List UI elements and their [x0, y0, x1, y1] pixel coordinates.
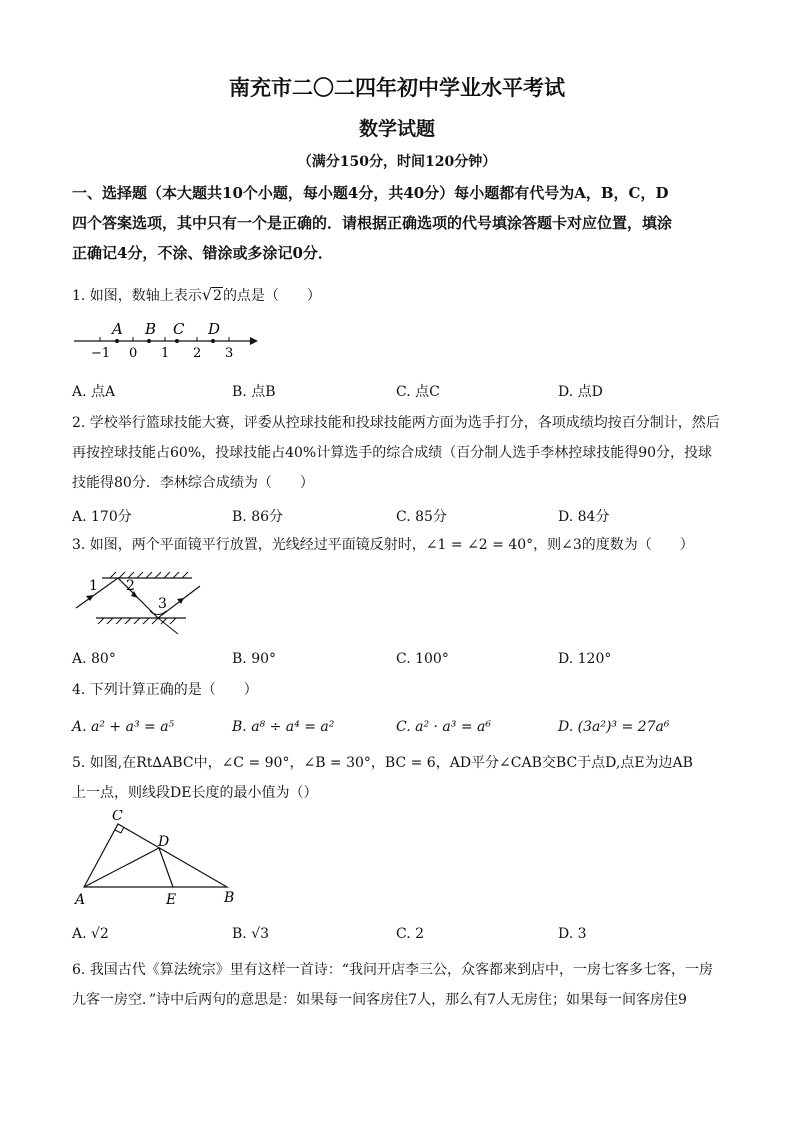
question-5-stem — [72, 748, 732, 808]
label-d: D — [208, 320, 221, 338]
option-c[interactable]: C. 100° — [396, 651, 449, 667]
option-a[interactable]: A. 80° — [72, 651, 116, 667]
point-c — [175, 339, 179, 343]
vertex-label-c: C — [112, 810, 123, 824]
extension-line — [158, 618, 178, 634]
option-b[interactable]: B. 90° — [232, 651, 277, 667]
point-a — [115, 339, 119, 343]
exam-note: （满分150分，时间120分钟） — [297, 154, 497, 170]
q1-radicand: 2 — [213, 288, 222, 304]
section-line: 四个答案选项，其中只有一个是正确的．请根据正确选项的代号填涂答题卡对应位置，填涂 — [72, 214, 673, 232]
angle-label-1: 1 — [89, 578, 98, 594]
section-line: 一、选择题（本大题共10个小题，每小题4分，共40分）每小题都有代号为A，B，C，D — [72, 184, 669, 202]
option-d[interactable]: D. 84分 — [558, 509, 610, 525]
number-line-arrow — [250, 337, 258, 345]
option-c[interactable]: C. 点C — [396, 384, 440, 400]
tick-label: −1 — [91, 346, 111, 361]
exam-subtitle: 数学试题 — [358, 118, 435, 140]
option-a[interactable]: A. a² + a³ = a⁵ — [72, 719, 175, 735]
q1-prefix: 1. 如图，数轴上表示 — [72, 288, 202, 304]
vertex-label-b: B — [224, 890, 235, 906]
question-4-options — [72, 719, 732, 745]
triangle-abc — [84, 824, 227, 887]
question-2-stem — [72, 408, 732, 498]
label-a: A — [112, 320, 123, 338]
option-d[interactable]: D. 3 — [558, 926, 587, 942]
q2-line: 技能得80分．李林综合成绩为（ ） — [72, 475, 314, 491]
q2-line: 2. 学校举行篮球技能大赛，评委从控球技能和投球技能两方面为选手打分，各项成绩均按百分制计，然后 — [72, 415, 720, 431]
section-line: 正确记4分，不涂、错涂或多涂记0分． — [72, 244, 333, 262]
tick-label: 1 — [161, 346, 170, 361]
option-b[interactable]: B. 86分 — [232, 509, 284, 525]
question-3-options — [72, 651, 732, 677]
number-line-figure — [72, 318, 272, 362]
option-b[interactable]: B. √3 — [232, 926, 270, 942]
question-4-stem — [72, 675, 732, 705]
option-a[interactable]: A. 点A — [72, 384, 116, 400]
option-c[interactable]: C. a² · a³ = a⁶ — [396, 719, 491, 735]
question-5-options — [72, 926, 732, 952]
question-1-stem — [72, 280, 732, 311]
q1-suffix: 的点是（ ） — [222, 288, 321, 304]
tick-label: 0 — [129, 346, 138, 361]
option-a[interactable]: A. 170分 — [72, 509, 132, 525]
option-b[interactable]: B. 点B — [232, 384, 276, 400]
option-d[interactable]: D. 点D — [558, 384, 603, 400]
q6-line: 九客一房空．”诗中后两句的意思是：如果每一间客房住7人，那么有7人无房住；如果每一间客房住9 — [72, 992, 687, 1008]
triangle-figure — [72, 810, 242, 910]
point-b — [147, 339, 151, 343]
option-c[interactable]: C. 85分 — [396, 509, 447, 525]
segment-ad — [84, 848, 159, 887]
q4-line: 4. 下列计算正确的是（ ） — [72, 682, 258, 698]
q6-line: 6. 我国古代《算法统宗》里有这样一首诗：“我问开店李三公，众客都来到店中，一房七客多七客，一房 — [72, 962, 713, 978]
section-instructions — [72, 178, 727, 268]
q5-line: 上一点，则线段DE长度的最小值为（） — [72, 785, 318, 801]
tick-label: 3 — [225, 346, 234, 361]
segment-de — [159, 848, 173, 887]
point-label-e: E — [166, 892, 177, 908]
angle-label-2: 2 — [126, 578, 135, 594]
label-c: C — [173, 320, 185, 338]
point-label-d: D — [158, 834, 170, 850]
vertex-label-a: A — [75, 892, 86, 908]
q3-line: 3. 如图，两个平面镜平行放置，光线经过平面镜反射时，∠1 = ∠2 = 40°，则∠3的度数为（ ） — [72, 537, 694, 553]
option-a[interactable]: A. √2 — [72, 926, 109, 942]
q5-line: 5. 如图,在Rt∆ABC中，∠C = 90°，∠B = 30°，BC = 6，AD平分∠CAB交BC于点D,点E为边AB — [72, 755, 693, 771]
sqrt-symbol: √ — [201, 285, 213, 304]
question-1-options — [72, 381, 732, 407]
option-b[interactable]: B. a⁸ ÷ a⁴ = a² — [232, 719, 335, 735]
option-d[interactable]: D. (3a²)³ = 27a⁶ — [558, 719, 670, 735]
mirror-figure — [72, 566, 212, 636]
top-mirror-hatching — [110, 572, 188, 578]
option-c[interactable]: C. 2 — [396, 926, 425, 942]
option-d[interactable]: D. 120° — [558, 651, 612, 667]
point-d — [211, 339, 215, 343]
question-6-stem — [72, 955, 732, 1015]
angle-label-3: 3 — [158, 596, 167, 612]
exam-title: 南充市二〇二四年初中学业水平考试 — [229, 75, 565, 100]
label-b: B — [145, 320, 157, 338]
tick-label: 2 — [193, 346, 202, 361]
question-3-stem — [72, 530, 732, 560]
q2-line: 再按控球技能占60%，投球技能占40%计算选手的综合成绩（百分制人选手李林控球技能得90分，投球 — [72, 445, 713, 461]
question-2-options — [72, 506, 732, 532]
